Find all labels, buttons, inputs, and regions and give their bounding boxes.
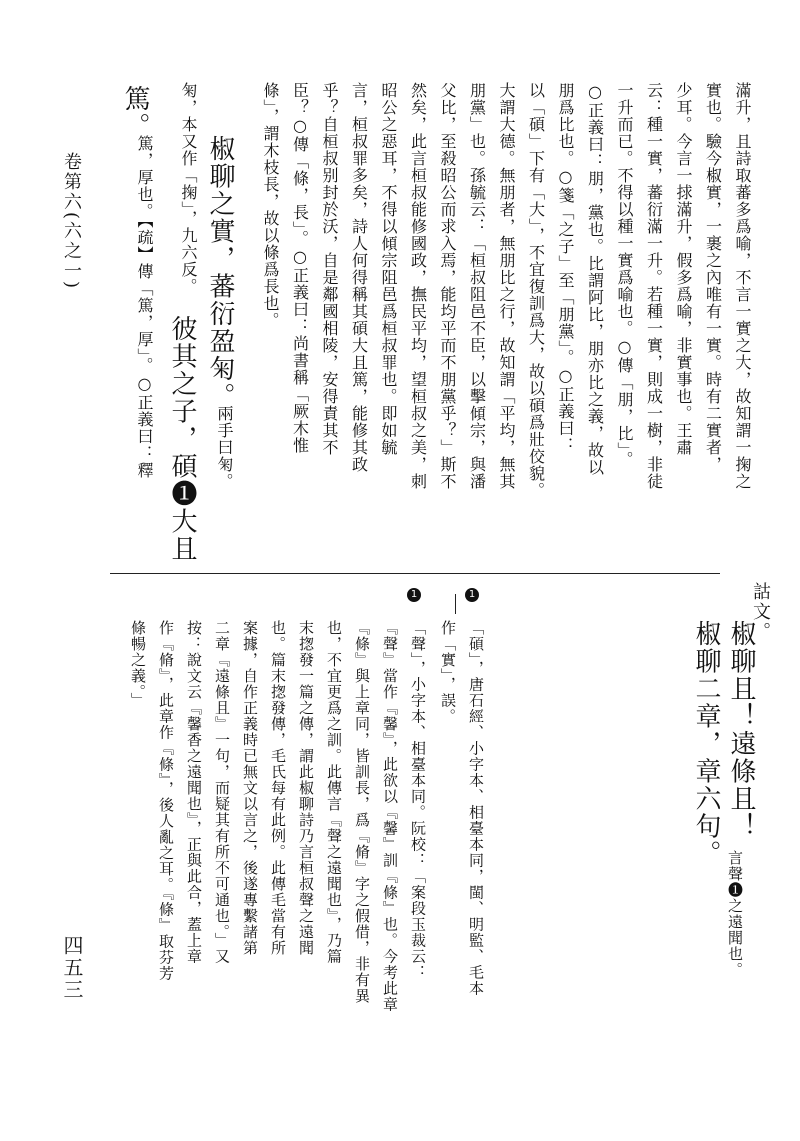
commentary-column: ○正義曰：朋，黨也。比謂阿比，朋亦比之義，故以 [585, 82, 605, 476]
commentary-column: 以「碩」下有「大」，不宜復訓爲大，故以碩爲壯佼貌。 [526, 82, 546, 499]
running-head: 卷第六(六之一) [61, 152, 82, 291]
commentary-column: 父比，至殺昭公而求入焉，能均平而不朋黨乎？」斯不 [438, 82, 457, 490]
commentary-column: 少耳。今言一捄滿升，假多爲喻，非實事也。王肅 [674, 82, 693, 456]
note-line: 末揔發一篇之傳，謂此椒聊詩乃言桓叔聲之遠聞 [297, 620, 315, 956]
verse-sub-note: 匊，本又作「掬」，九六反。 [179, 82, 198, 295]
commentary-column: 然矣，此言桓叔能修國政，撫民平均，望桓叔之美，刺 [408, 82, 428, 490]
note-marker: 1 [407, 588, 421, 602]
commentary-column: 大謂大德。無朋者，無朋比之行，故知謂「平均，無其 [497, 82, 516, 490]
verse-sub-note: 兩手曰匊。 [215, 405, 234, 490]
note-line: 二章『遠條且』一句，而疑其有所不可通也。」又 [213, 620, 231, 965]
note-line: 按：說文云『馨香之遠聞也』，正與此合，蓋上章 [185, 620, 203, 965]
commentary-column: 云：種一實，蕃衍滿一升。若種一實，則成一樹，非徒 [644, 82, 664, 490]
commentary-column: 一升而已。不得以種一實爲喻也。○傳「朋，比」。 [615, 82, 634, 468]
note-line: 也，不宜更爲之訓。此傳言『聲之遠聞也』，乃篇 [325, 620, 343, 965]
section-divider [110, 573, 720, 574]
commentary-column: 朋黨」也。孫毓云：「桓叔阻邑不臣，以擊傾宗，與潘 [467, 82, 487, 490]
note-marker: 1 [465, 588, 479, 602]
verse-main-text: 篤。 [120, 85, 150, 140]
inline-annotation: 言聲❶之遠聞也。 [726, 850, 744, 978]
note-line: 『條』與上章同，皆訓長，爲『脩』字之假借，非有異 [353, 620, 371, 1004]
note-line: 條暢之義。」 [129, 620, 147, 709]
note-line: 「聲」，小字本、相臺本同。阮校：「案段玉裁云： [409, 620, 427, 981]
commentary-column: 乎？自桓叔别封於沃，自是鄰國相陵，安得責其不 [320, 82, 339, 456]
note-line: 作『脩』，此章作『條』，後人亂之耳。『條』取芬芳 [157, 620, 175, 982]
page-number: 四五三 [60, 935, 84, 1001]
note-line: 作「實」，誤。 [439, 620, 457, 725]
commentary-column: 昭公之惡耳，不得以傾宗阻邑爲桓叔罪也。即如毓 [379, 82, 398, 456]
verse-refrain: 椒聊且！遠條且！ [726, 620, 756, 840]
commentary-column: 滿升，且詩取蕃多爲喻，不言一實之大，故知謂一掬之 [733, 82, 752, 490]
verse-main-text: 椒聊之實，蕃衍盈匊。 [205, 135, 235, 410]
continued-text: 詁文。 [750, 582, 771, 642]
commentary-column: 條」，謂木枝長，故以條爲長也。 [261, 82, 280, 329]
note-line: 『聲』當作『馨』，此欲以『馨』訓『條』也。今考此章 [381, 620, 399, 1013]
commentary-column: 言，桓叔罪多矣，詩人何得稱其碩大且篤，能修其政 [349, 82, 369, 473]
note-line: 案據，自作正義時已無文以言之，後遂專繫諸第 [241, 620, 259, 956]
commentary-column: 朋爲比也。○箋「之子」至「朋黨」。○正義曰： [556, 82, 575, 454]
commentary-column: 臣？○傳「條，長」。○正義曰：尚書稱「厥木惟 [290, 82, 310, 454]
chapter-count: 椒聊二章，章六句。 [691, 620, 721, 868]
note-line: 「碩」，唐石經、小字本、相臺本同，閩、明監、毛本 [467, 620, 485, 997]
verse-sub-note: 篤，厚也。【疏】傳「篤，厚」。○正義曰：釋 [135, 135, 154, 479]
verse-main-text: 彼其之子，碩❶大且 [167, 315, 197, 563]
notes-divider-short [455, 594, 456, 614]
note-line: 也。篇末揔發傳，毛氏每有此例。此傳毛當有所 [269, 620, 287, 956]
commentary-column: 實也。驗今椒實，一裹之內唯有一實。時有二實者， [703, 82, 723, 473]
